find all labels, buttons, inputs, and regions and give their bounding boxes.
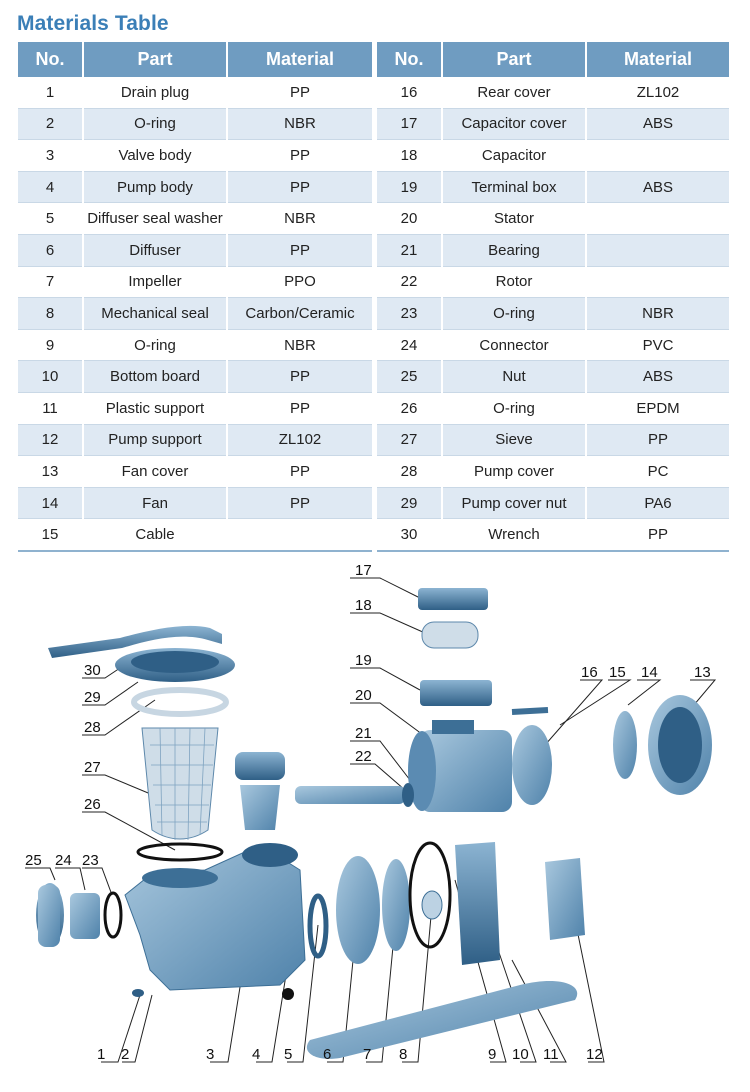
cell-material: PVC	[586, 329, 729, 361]
cell-no: 5	[18, 203, 83, 235]
cell-part: Pump cover	[442, 456, 586, 488]
cell-no: 23	[377, 298, 442, 330]
cell-material: PP	[227, 487, 372, 519]
table-row	[18, 171, 372, 203]
table-row	[377, 519, 729, 551]
callout-27: 27	[84, 759, 101, 776]
cell-material	[586, 203, 729, 235]
cell-material: ABS	[586, 171, 729, 203]
cell-no: 11	[18, 392, 83, 424]
table-row	[18, 234, 372, 266]
table-row	[377, 298, 729, 330]
pump-support-part	[545, 858, 585, 940]
callout-10: 10	[512, 1046, 529, 1063]
callout-4: 4	[252, 1046, 261, 1063]
cell-material: ABS	[586, 108, 729, 140]
callout-23: 23	[82, 852, 99, 869]
impeller-part	[382, 859, 410, 951]
capacitor-part	[422, 622, 478, 648]
capacitor-cover-part	[418, 588, 488, 610]
cell-part: Pump body	[83, 171, 227, 203]
header-part: Part	[442, 42, 586, 77]
cell-no: 16	[377, 77, 442, 108]
cell-part: Plastic support	[83, 392, 227, 424]
table-row	[377, 171, 729, 203]
rear-cover-part	[512, 725, 552, 805]
table-row	[377, 108, 729, 140]
table-row	[377, 456, 729, 488]
cell-no: 30	[377, 519, 442, 551]
cell-material: PP	[227, 456, 372, 488]
cell-no: 6	[18, 234, 83, 266]
cell-part: Rotor	[442, 266, 586, 298]
cell-part: Stator	[442, 203, 586, 235]
exploded-pump-diagram	[0, 548, 750, 1092]
table-row	[18, 487, 372, 519]
table-row	[18, 203, 372, 235]
table-row	[377, 266, 729, 298]
cell-material: PP	[227, 140, 372, 172]
cell-material: PP	[586, 519, 729, 551]
cell-material: Carbon/Ceramic	[227, 298, 372, 330]
cell-material	[227, 519, 372, 551]
table-row	[377, 487, 729, 519]
cell-no: 9	[18, 329, 83, 361]
cell-material: NBR	[227, 203, 372, 235]
callout-13: 13	[694, 664, 711, 681]
cell-material: PP	[227, 77, 372, 108]
cell-material: PA6	[586, 487, 729, 519]
o-ring-26-part	[138, 844, 222, 860]
mechanical-seal-part	[422, 891, 442, 919]
callout-14: 14	[641, 664, 658, 681]
cell-part: Connector	[442, 329, 586, 361]
cell-no: 18	[377, 140, 442, 172]
cell-part: Bearing	[442, 234, 586, 266]
cell-material: NBR	[586, 298, 729, 330]
cell-material: EPDM	[586, 392, 729, 424]
cell-part: Rear cover	[442, 77, 586, 108]
cell-material: PP	[227, 392, 372, 424]
callout-11: 11	[543, 1046, 559, 1063]
cell-no: 25	[377, 361, 442, 393]
page-title: Materials Table	[17, 12, 169, 35]
cell-no: 3	[18, 140, 83, 172]
callout-5: 5	[284, 1046, 293, 1063]
materials-table-left	[18, 42, 372, 552]
cell-no: 12	[18, 424, 83, 456]
cell-no: 1	[18, 77, 83, 108]
table-row	[377, 203, 729, 235]
callout-24: 24	[55, 852, 72, 869]
callout-8: 8	[399, 1046, 408, 1063]
cell-no: 8	[18, 298, 83, 330]
cell-part: O-ring	[442, 298, 586, 330]
table-header-row	[18, 42, 372, 77]
cell-part: Drain plug	[83, 77, 227, 108]
cell-part: Terminal box	[442, 171, 586, 203]
diffuser-part	[336, 856, 380, 964]
rotor-part	[295, 786, 405, 804]
callout-1: 1	[97, 1046, 106, 1063]
bearing-part	[402, 783, 414, 807]
table-row	[377, 140, 729, 172]
materials-table-right	[377, 42, 729, 552]
callout-20: 20	[355, 687, 372, 704]
header-no: No.	[18, 42, 83, 77]
cell-part: O-ring	[83, 108, 227, 140]
cell-no: 4	[18, 171, 83, 203]
cell-material: NBR	[227, 329, 372, 361]
callout-18: 18	[355, 597, 372, 614]
cell-material: PC	[586, 456, 729, 488]
table-header-row	[377, 42, 729, 77]
cell-material: ABS	[586, 361, 729, 393]
cell-part: Pump cover nut	[442, 487, 586, 519]
callout-3: 3	[206, 1046, 215, 1063]
cell-no: 17	[377, 108, 442, 140]
cell-no: 20	[377, 203, 442, 235]
callout-17: 17	[355, 562, 372, 579]
cell-material: ZL102	[227, 424, 372, 456]
callout-28: 28	[84, 719, 101, 736]
cell-no: 27	[377, 424, 442, 456]
cell-part: Impeller	[83, 266, 227, 298]
header-material: Material	[227, 42, 372, 77]
cell-no: 29	[377, 487, 442, 519]
fan-part	[613, 711, 637, 779]
table-row	[18, 298, 372, 330]
cell-no: 22	[377, 266, 442, 298]
table-row	[377, 361, 729, 393]
table-row	[18, 140, 372, 172]
table-row	[18, 519, 372, 551]
cell-no: 19	[377, 171, 442, 203]
terminal-box-part	[420, 680, 492, 706]
table-row	[18, 392, 372, 424]
cell-part: Capacitor	[442, 140, 586, 172]
callout-9: 9	[488, 1046, 497, 1063]
cell-part: Valve body	[83, 140, 227, 172]
cell-part: Wrench	[442, 519, 586, 551]
callout-12: 12	[586, 1046, 603, 1063]
cell-part: Diffuser seal washer	[83, 203, 227, 235]
callout-25: 25	[25, 852, 42, 869]
callout-30: 30	[84, 662, 101, 679]
callout-7: 7	[363, 1046, 372, 1063]
cell-part: Fan	[83, 487, 227, 519]
cell-material	[586, 140, 729, 172]
table-row	[377, 392, 729, 424]
callout-26: 26	[84, 796, 101, 813]
table-row	[18, 266, 372, 298]
bottom-board-part	[455, 842, 500, 965]
cell-part: Fan cover	[83, 456, 227, 488]
cell-part: Diffuser	[83, 234, 227, 266]
cell-part: Sieve	[442, 424, 586, 456]
cell-material	[586, 266, 729, 298]
table-row	[18, 108, 372, 140]
cell-part: Pump support	[83, 424, 227, 456]
callout-29: 29	[84, 689, 101, 706]
cell-part: Mechanical seal	[83, 298, 227, 330]
cell-material: PP	[586, 424, 729, 456]
cell-no: 10	[18, 361, 83, 393]
cell-part: Cable	[83, 519, 227, 551]
callout-19: 19	[355, 652, 372, 669]
cell-no: 14	[18, 487, 83, 519]
header-no: No.	[377, 42, 442, 77]
cell-material: PP	[227, 361, 372, 393]
callout-16: 16	[581, 664, 598, 681]
o-ring-23-part	[105, 893, 121, 937]
cell-part: O-ring	[83, 329, 227, 361]
cell-no: 7	[18, 266, 83, 298]
cell-part: Nut	[442, 361, 586, 393]
callout-22: 22	[355, 748, 372, 765]
cable-part	[512, 710, 548, 712]
header-part: Part	[83, 42, 227, 77]
callout-2: 2	[121, 1046, 130, 1063]
table-row	[377, 234, 729, 266]
cell-material: ZL102	[586, 77, 729, 108]
table-row	[18, 361, 372, 393]
cell-part: Capacitor cover	[442, 108, 586, 140]
cell-no: 28	[377, 456, 442, 488]
cell-material: PP	[227, 234, 372, 266]
table-row	[18, 329, 372, 361]
pump-body-part	[125, 845, 305, 990]
cell-material: PP	[227, 171, 372, 203]
cell-no: 15	[18, 519, 83, 551]
valve-body-cap	[235, 752, 285, 780]
leader-lines	[25, 578, 715, 1062]
cell-no: 24	[377, 329, 442, 361]
callout-15: 15	[609, 664, 626, 681]
table-row	[377, 424, 729, 456]
table-row	[18, 77, 372, 108]
cell-part: Bottom board	[83, 361, 227, 393]
table-row	[377, 329, 729, 361]
connector-part	[70, 893, 100, 939]
cell-material	[586, 234, 729, 266]
cell-no: 26	[377, 392, 442, 424]
pump-cover-part	[134, 690, 226, 714]
table-row	[18, 456, 372, 488]
cell-no: 2	[18, 108, 83, 140]
table-row	[377, 77, 729, 108]
cell-material: NBR	[227, 108, 372, 140]
cell-no: 13	[18, 456, 83, 488]
callout-21: 21	[355, 725, 372, 742]
callout-6: 6	[323, 1046, 332, 1063]
cell-no: 21	[377, 234, 442, 266]
header-material: Material	[586, 42, 729, 77]
table-row	[18, 424, 372, 456]
cell-part: O-ring	[442, 392, 586, 424]
cell-material: PPO	[227, 266, 372, 298]
